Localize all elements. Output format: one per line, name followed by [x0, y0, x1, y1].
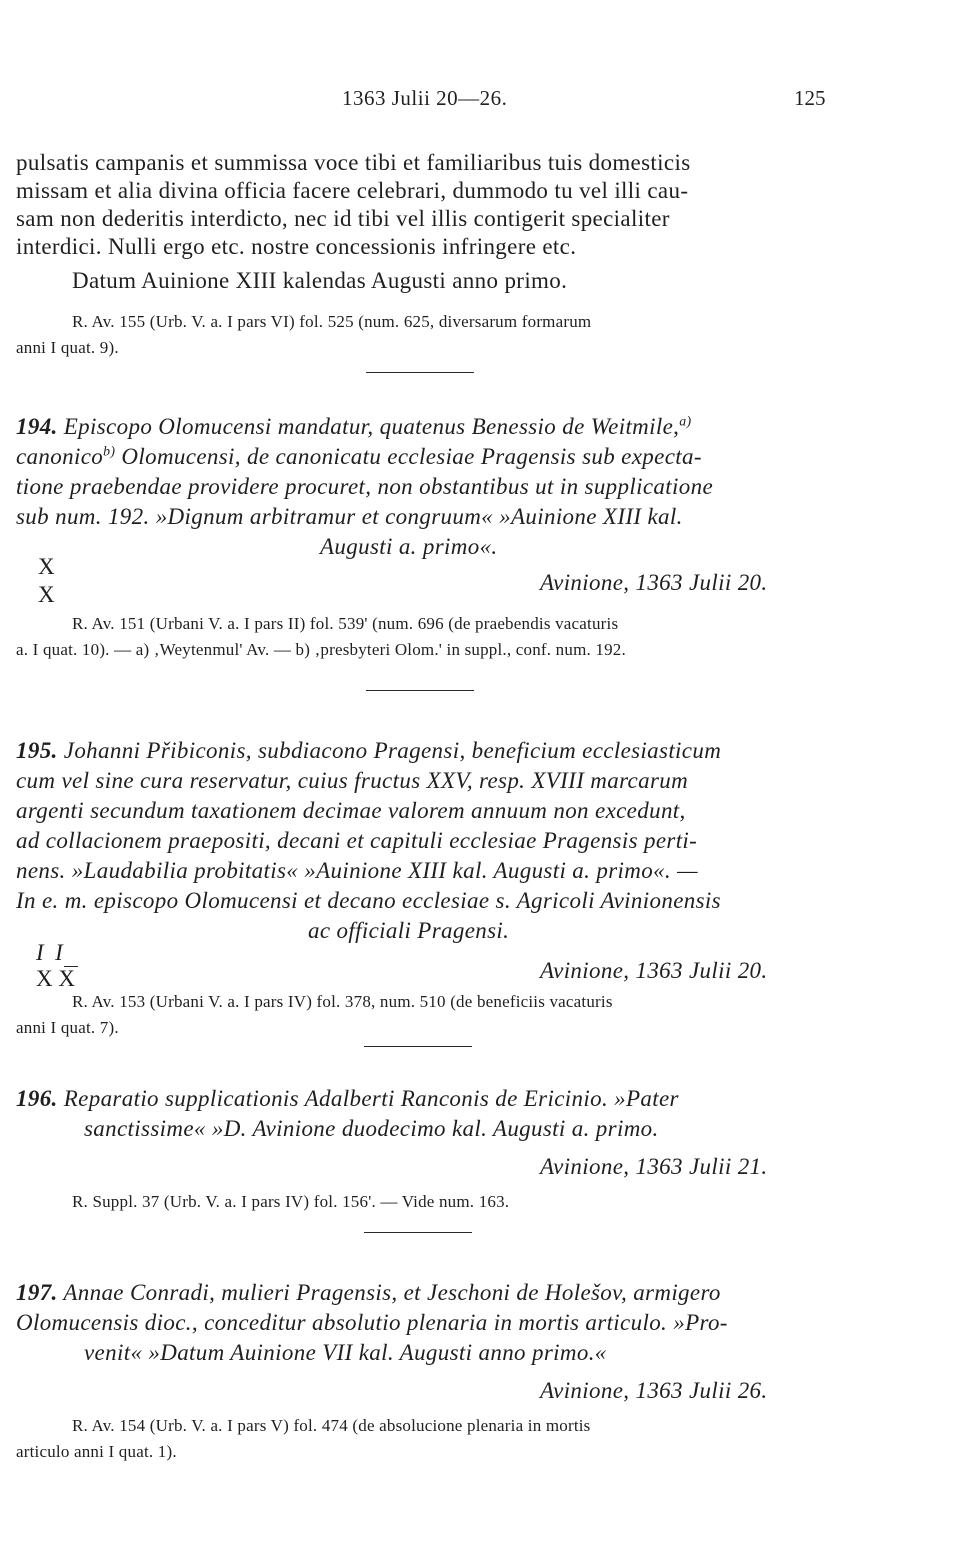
chancery-mark: X: [38, 554, 55, 579]
body-line: sub num. 192. »Dignum arbitramur et congruum« »Auinione XIII kal.: [16, 504, 683, 529]
separator-rule: [366, 690, 474, 691]
entry-number: 197.: [16, 1280, 58, 1305]
body-line: ad collacionem praepositi, decani et capituli ecclesiae Pragensis perti-: [16, 828, 698, 853]
entry-text: Reparatio supplicationis Adalberti Ranconis de Ericinio. »Pater: [63, 1086, 679, 1111]
chancery-mark: X: [38, 582, 55, 607]
footnote-marker: b): [103, 443, 116, 459]
source-line: R. Suppl. 37 (Urb. V. a. I pars IV) fol. 156'. — Vide num. 163.: [72, 1192, 510, 1211]
datum-line: Datum Auinione XIII kalendas Augusti anno primo.: [72, 268, 568, 293]
entry-text: Johanni Přibiconis, subdiacono Pragensi, beneficium ecclesiasticum: [63, 738, 722, 763]
body-line: tione praebendae providere procuret, non obstantibus ut in supplicatione: [16, 474, 714, 499]
running-header: 1363 Julii 20—26.: [342, 86, 508, 110]
entry-text: Annae Conradi, mulieri Pragensis, et Jeschoni de Holešov, armigero: [63, 1280, 721, 1305]
chancery-mark: X X: [36, 966, 75, 991]
separator-rule: [364, 1046, 472, 1047]
entry-text: Olomucensi, de canonicatu ecclesiae Pragensis sub expecta-: [121, 444, 702, 469]
body-line: ac officiali Pragensi.: [308, 918, 510, 943]
body-line: nens. »Laudabilia probitatis« »Auinione XIII kal. Augusti a. primo«. —: [16, 858, 698, 883]
body-line: Olomucensis dioc., conceditur absolutio plenaria in mortis articulo. »Pro-: [16, 1310, 728, 1335]
entry-date: Avinione, 1363 Julii 20.: [540, 958, 768, 983]
source-line: R. Av. 154 (Urb. V. a. I pars V) fol. 474 (de absolucione plenaria in mortis: [72, 1416, 591, 1435]
source-line: R. Av. 153 (Urbani V. a. I pars IV) fol. 378, num. 510 (de beneficiis vacaturis: [72, 992, 613, 1011]
body-line: pulsatis campanis et summissa voce tibi et familiaribus tuis domesticis: [16, 150, 691, 175]
body-line: interdici. Nulli ergo etc. nostre concessionis infringere etc.: [16, 234, 577, 259]
body-line: sanctissime« »D. Avinione duodecimo kal. Augusti a. primo.: [84, 1116, 659, 1141]
entry-text: Episcopo Olomucensi mandatur, quatenus Benessio de Weitmile,: [63, 414, 680, 439]
source-line: articulo anni I quat. 1).: [16, 1442, 177, 1461]
body-line: Augusti a. primo«.: [320, 534, 498, 559]
body-line: In e. m. episcopo Olomucensi et decano ecclesiae s. Agricoli Avinionensis: [16, 888, 721, 913]
separator-rule: [364, 1232, 472, 1233]
source-line: anni I quat. 9).: [16, 338, 119, 357]
footnote-marker: a): [679, 413, 692, 429]
entry-number: 196.: [16, 1086, 58, 1111]
body-line: venit« »Datum Auinione VII kal. Augusti anno primo.«: [84, 1340, 607, 1365]
entry-number: 194.: [16, 414, 58, 439]
entry-date: Avinione, 1363 Julii 26.: [540, 1378, 768, 1403]
source-line: anni I quat. 7).: [16, 1018, 119, 1037]
entry-196-line-1: [16, 1086, 679, 1112]
body-line: cum vel sine cura reservatur, cuius fructus XXV, resp. XVIII marcarum: [16, 768, 689, 793]
body-line: sam non dederitis interdicto, nec id tibi vel illis contigerit specialiter: [16, 206, 670, 231]
page-number: 125: [794, 86, 826, 110]
body-line: missam et alia divina officia facere celebrari, dummodo tu vel illi cau-: [16, 178, 689, 203]
entry-194-line-1: [16, 414, 692, 440]
separator-rule: [366, 372, 474, 373]
body-line: argenti secundum taxationem decimae valorem annuum non excedunt,: [16, 798, 686, 823]
source-line: a. I quat. 10). — a) ‚Weytenmul' Av. — b) ‚presbyteri Olom.' in suppl., conf. num. 192.: [16, 640, 626, 659]
entry-194-line-2: [16, 444, 702, 470]
entry-date: Avinione, 1363 Julii 21.: [540, 1154, 768, 1179]
entry-number: 195.: [16, 738, 58, 763]
chancery-mark: I I: [36, 940, 63, 965]
entry-197-line-1: [16, 1280, 721, 1306]
entry-date: Avinione, 1363 Julii 20.: [540, 570, 768, 595]
entry-text: canonico: [16, 444, 104, 469]
entry-195-line-1: [16, 738, 721, 764]
source-line: R. Av. 155 (Urb. V. a. I pars VI) fol. 525 (num. 625, diversarum formarum: [72, 312, 592, 331]
source-line: R. Av. 151 (Urbani V. a. I pars II) fol. 539' (num. 696 (de praebendis vacaturis: [72, 614, 619, 633]
